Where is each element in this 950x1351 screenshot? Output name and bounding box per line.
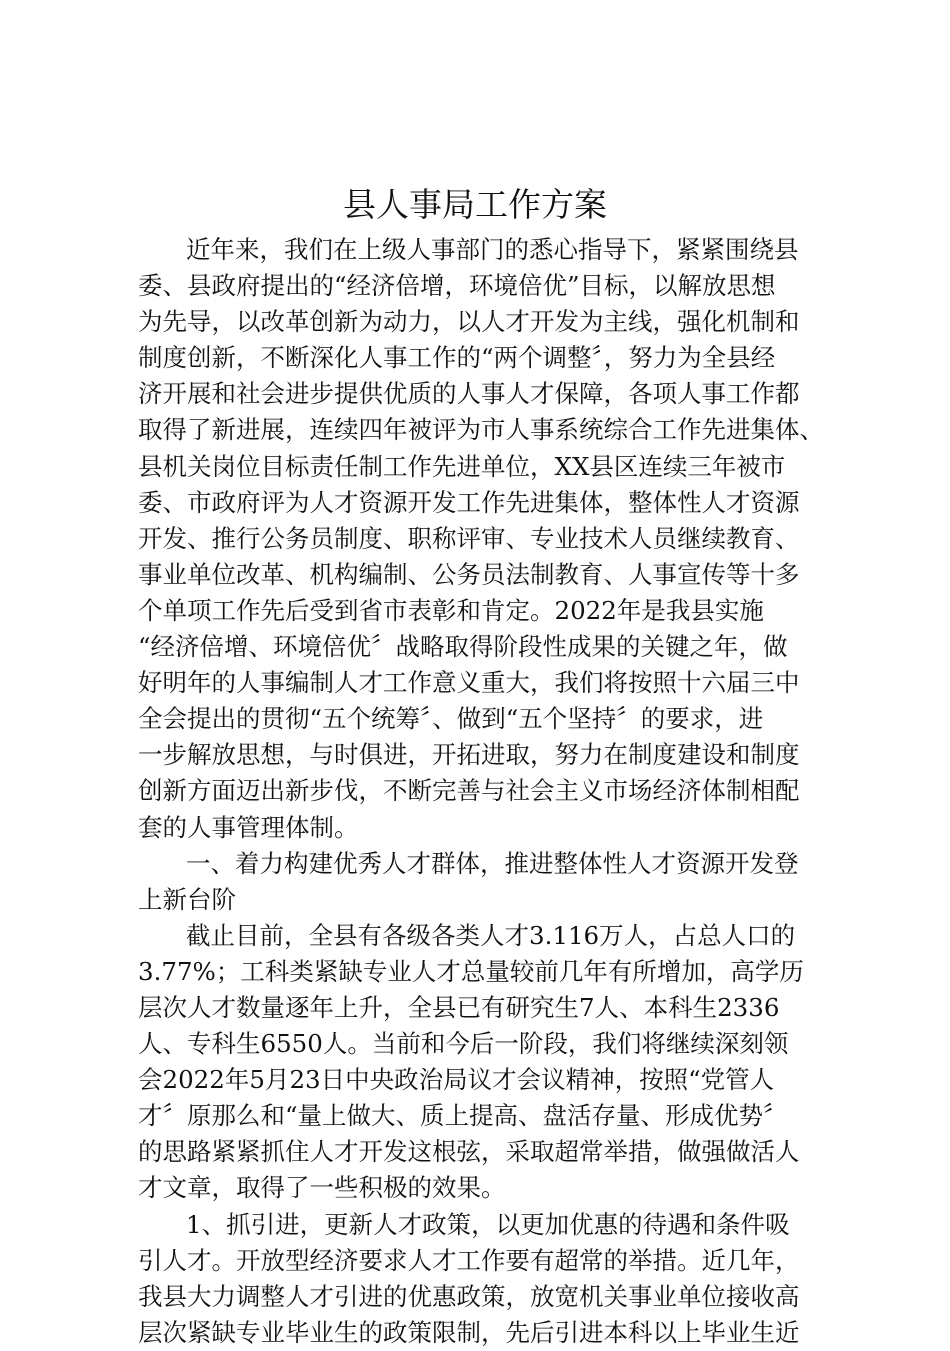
text-line: 人、专科生6550人。当前和今后一阶段，我们将继续深刻领 — [138, 1029, 789, 1059]
text-line: 引人才。开放型经济要求人才工作要有超常的举措。近几年， — [138, 1245, 800, 1275]
document-body — [138, 232, 828, 1351]
text-line: 3.77%；工科类紧缺专业人才总量较前几年有所增加，高学历 — [138, 956, 804, 986]
text-line: 截止目前，全县有各级各类人才3.116万人，占总人口的 — [186, 920, 796, 950]
text-line: 县机关岗位目标责任制工作先进单位，XX县区连续三年被市 — [138, 451, 786, 481]
text-line: 会2022年5月23日中央政治局议才会议精神，按照“党管人 — [138, 1065, 775, 1095]
text-line: 套的人事管理体制。 — [138, 812, 359, 842]
text-line: 好明年的人事编制人才工作意义重大，我们将按照十六届三中 — [138, 668, 800, 698]
text-line: 事业单位改革、机构编制、公务员法制教育、人事宣传等十多 — [138, 559, 800, 589]
text-line: 为先导，以改革创新为动力，以人才开发为主线，强化机制和 — [138, 307, 800, 337]
text-line: 才文章，取得了一些积极的效果。 — [138, 1173, 506, 1203]
text-line: 取得了新进展，连续四年被评为市人事系统综合工作先进集体、 — [138, 415, 824, 445]
text-line: “经济倍增、环境倍优〞战略取得阶段性成果的关键之年，做 — [138, 632, 788, 662]
paragraph-recruitment — [138, 1207, 828, 1351]
text-line: 创新方面迈出新步伐，不断完善与社会主义市场经济体制相配 — [138, 776, 800, 806]
text-line: 层次人才数量逐年上升，全县已有研究生7人、本科生2336 — [138, 992, 780, 1022]
paragraph-talent-stats — [138, 918, 828, 1207]
text-line: 上新台阶 — [138, 884, 236, 914]
text-line: 的思路紧紧抓住人才开发这根弦，采取超常举措，做强做活人 — [138, 1137, 800, 1167]
text-line: 我县大力调整人才引进的优惠政策，放宽机关事业单位接收高 — [138, 1281, 800, 1311]
text-line: 个单项工作先后受到省市表彰和肯定。2022年是我县实施 — [138, 595, 764, 625]
document-title: 县人事局工作方案 — [343, 185, 607, 224]
text-line: 才〞原那么和“量上做大、质上提高、盘活存量、形成优势〞 — [138, 1101, 788, 1131]
text-line: 制度创新，不断深化人事工作的“两个调整〞，努力为全县经 — [138, 343, 776, 373]
text-line: 近年来，我们在上级人事部门的悉心指导下，紧紧围绕县 — [186, 235, 799, 264]
text-line: 层次紧缺专业毕业生的政策限制，先后引进本科以上毕业生近 — [138, 1317, 800, 1347]
text-line: 一、着力构建优秀人才群体，推进整体性人才资源开发登 — [186, 848, 799, 878]
text-line: 1、抓引进，更新人才政策，以更加优惠的待遇和条件吸 — [186, 1209, 790, 1239]
section-heading — [138, 846, 828, 918]
paragraph-intro — [138, 232, 828, 846]
text-line: 委、市政府评为人才资源开发工作先进集体，整体性人才资源 — [138, 487, 800, 517]
text-line: 济开展和社会进步提供优质的人事人才保障，各项人事工作都 — [138, 379, 800, 409]
text-line: 全会提出的贯彻“五个统筹〞、做到“五个坚持〞的要求，进 — [138, 704, 764, 734]
text-line: 一步解放思想，与时俱进，开拓进取，努力在制度建设和制度 — [138, 740, 800, 770]
text-line: 委、县政府提出的“经济倍增，环境倍优”目标，以解放思想 — [138, 271, 776, 301]
text-line: 开发、推行公务员制度、职称评审、专业技术人员继续教育、 — [138, 523, 800, 553]
